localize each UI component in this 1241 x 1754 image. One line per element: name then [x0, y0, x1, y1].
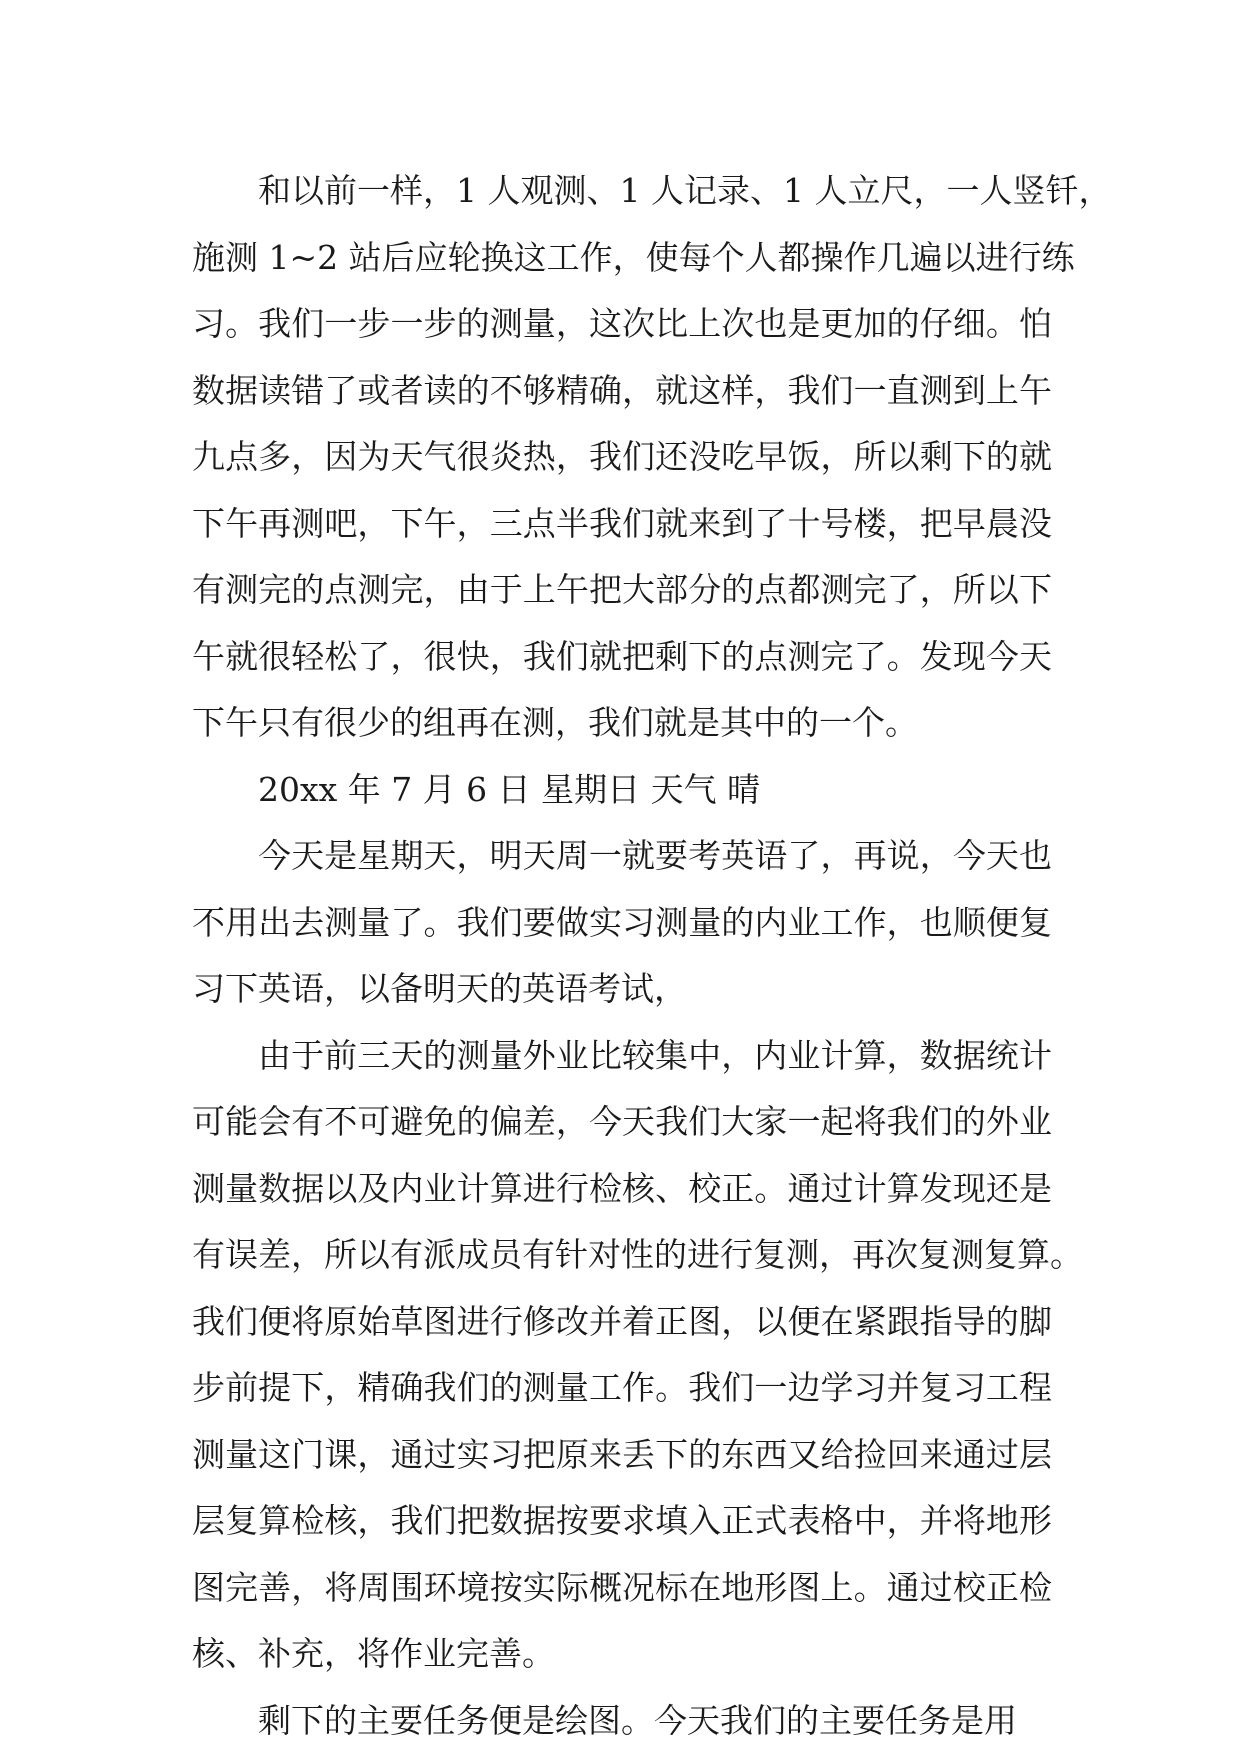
paragraph-line: 不用出去测量了。我们要做实习测量的内业工作，也顺便复	[192, 902, 1052, 942]
paragraph-line: 习下英语，以备明天的英语考试，	[192, 969, 687, 1008]
paragraph-line: 我们便将原始草图进行修改并着正图，以便在紧跟指导的脚	[192, 1301, 1052, 1341]
paragraph-line: 午就很轻松了，很快，我们就把剩下的点测完了。发现今天	[192, 636, 1052, 676]
paragraph-line: 层复算检核，我们把数据按要求填入正式表格中，并将地形	[192, 1501, 1052, 1540]
paragraph-line: 下午再测吧，下午，三点半我们就来到了十号楼，把早晨没	[192, 503, 1052, 543]
paragraph-line: 测量这门课，通过实习把原来丢下的东西又给捡回来通过层	[192, 1434, 1052, 1474]
paragraph-line: 有测完的点测完，由于上午把大部分的点都测完了，所以下	[192, 570, 1052, 609]
paragraph-line: 和以前一样，1 人观测、1 人记录、1 人立尺，一人竖钎，	[258, 171, 1112, 210]
paragraph-line: 步前提下，精确我们的测量工作。我们一边学习并复习工程	[192, 1368, 1052, 1407]
paragraph-line: 施测 1~2 站后应轮换这工作，使每个人都操作几遍以进行练	[192, 237, 1075, 277]
paragraph-line: 剩下的主要任务便是绘图。今天我们的主要任务是用	[258, 1700, 1017, 1740]
paragraph-line: 有误差，所以有派成员有针对性的进行复测，再次复测复算。	[192, 1235, 1083, 1274]
paragraph-line: 习。我们一步一步的测量，这次比上次也是更加的仔细。怕	[192, 304, 1052, 343]
paragraph-line: 九点多，因为天气很炎热，我们还没吃早饭，所以剩下的就	[192, 437, 1052, 476]
paragraph-line: 下午只有很少的组再在测，我们就是其中的一个。	[192, 703, 918, 742]
paragraph-line: 核、补充，将作业完善。	[192, 1634, 555, 1673]
document-body	[192, 158, 1112, 1754]
paragraph-line: 今天是星期天，明天周一就要考英语了，再说，今天也	[258, 836, 1052, 875]
paragraph-line: 测量数据以及内业计算进行检核、校正。通过计算发现还是	[192, 1168, 1052, 1208]
date-heading: 20xx 年 7 月 6 日 星期日 天气 晴	[258, 769, 761, 809]
paragraph-line: 数据读错了或者读的不够精确，就这样，我们一直测到上午	[192, 370, 1052, 410]
paragraph-line: 由于前三天的测量外业比较集中，内业计算，数据统计	[258, 1035, 1052, 1075]
paragraph-line: 可能会有不可避免的偏差，今天我们大家一起将我们的外业	[192, 1102, 1052, 1141]
paragraph-line: 图完善，将周围环境按实际概况标在地形图上。通过校正检	[192, 1567, 1052, 1607]
